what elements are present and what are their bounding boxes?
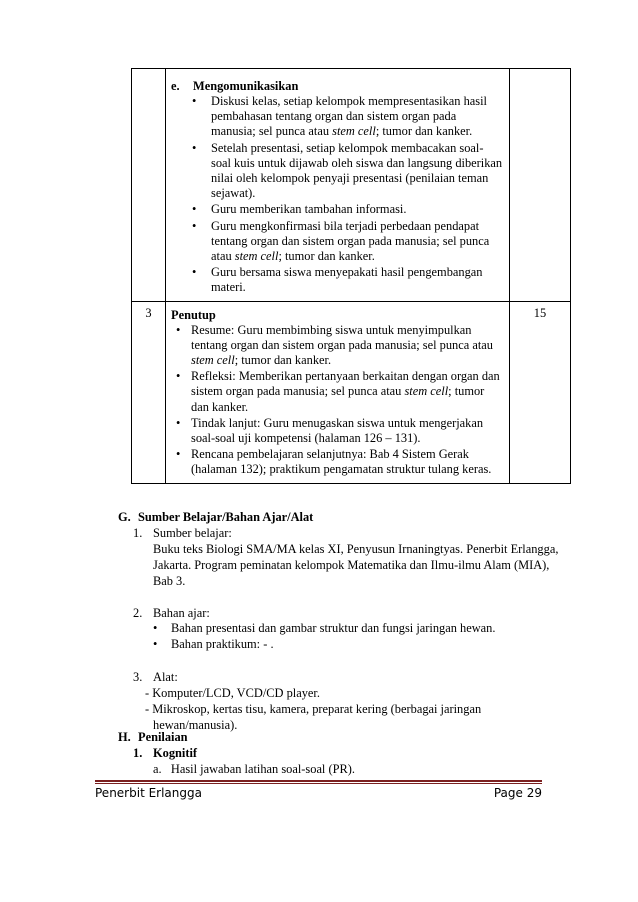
item-number: 1. (133, 526, 143, 540)
list-item: • Bahan presentasi dan gambar struktur dan fungsi jaringan hewan. (138, 621, 568, 636)
list-item: • Tindak lanjut: Guru menugaskan siswa untuk mengerjakan soal-soal uji kompetensi (halaman 126 – 131). (171, 416, 503, 446)
footer-rule (95, 780, 542, 782)
italic-term: stem cell (234, 249, 279, 264)
list-item: • Rencana pembelajaran selanjutnya: Bab 4 Sistem Gerak (halaman 132); praktikum pengamatan struktur tulang keras. (171, 447, 503, 477)
activity-cell (166, 301, 510, 483)
activity-heading: Penutup (171, 307, 216, 322)
list-item: • Setelah presentasi, setiap kelompok membacakan soal-soal kuis untuk dijawab oleh siswa dan langsung diberikan nilai oleh kelompok penyaji presentasi (penilaian teman sejawat). (171, 141, 503, 202)
item-label: Alat: (153, 670, 178, 685)
table-row (132, 69, 571, 302)
item-label: Kognitif (153, 746, 198, 760)
time-cell (510, 69, 571, 302)
section-title (118, 509, 568, 525)
italic-term: stem cell (332, 124, 376, 139)
section-letter: G. (118, 510, 131, 524)
bahan-ajar-list (138, 621, 568, 652)
section-title (118, 729, 568, 745)
item-number: 1. (133, 746, 143, 760)
section-letter: H. (118, 730, 131, 744)
section-title-text: Penilaian (138, 730, 188, 744)
list-item: - Komputer/LCD, VCD/CD player. (145, 686, 320, 701)
row-number-cell (132, 69, 166, 302)
list-item: • Bahan praktikum: - . (138, 637, 568, 652)
item-body-text: Buku teks Biologi SMA/MA kelas XI, Penyusun Irnaningtyas. Penerbit Erlangga, Jakarta. Program peminatan kelompok Matematika dan Ilmu-ilmu Alam (MIA), Bab 3. (153, 542, 559, 588)
list-item: - Mikroskop, kertas tisu, kamera, preparat kering (berbagai jaringan hewan/manusia). (145, 702, 482, 733)
item-sub-text: a. Hasil jawaban latihan soal-soal (PR). (153, 762, 355, 776)
subheading-letter: e. (171, 79, 180, 93)
footer-rule (95, 783, 542, 784)
activity-bullet-list (171, 94, 503, 296)
list-item: • Diskusi kelas, setiap kelompok mempresentasikan hasil pembahasan tentang organ dan sistem organ pada manusia; sel punca atau stem cell; tumor dan kanker. (171, 94, 503, 140)
numbered-item (118, 745, 568, 761)
page-number: Page 29 (493, 786, 542, 800)
section-title-text: Sumber Belajar/Bahan Ajar/Alat (138, 510, 314, 524)
table-row (132, 301, 571, 483)
lesson-activity-table (131, 68, 571, 484)
subheading-text: Mengomunikasikan (193, 79, 299, 93)
item-label: Sumber belajar: (153, 526, 232, 540)
activity-cell (166, 69, 510, 302)
item-number: 2. (133, 606, 143, 620)
section-penilaian (118, 729, 568, 777)
item-label: Bahan ajar: (153, 606, 210, 620)
numbered-item (118, 605, 568, 621)
item-number: 3. (133, 670, 143, 685)
alat-list (118, 685, 568, 733)
italic-term: stem cell (191, 353, 235, 368)
footer-publisher: Penerbit Erlangga (95, 786, 202, 800)
list-item: • Guru mengkonfirmasi bila terjadi perbedaan pendapat tentang organ dan sistem organ pada manusia; sel punca atau stem cell; tumor dan kanker. (171, 219, 503, 265)
list-item: • Resume: Guru membimbing siswa untuk menyimpulkan tentang organ dan sistem organ pada manusia; sel punca atau stem cell; tumor dan kanker. (171, 323, 503, 369)
italic-term: stem cell (404, 384, 449, 399)
numbered-item (118, 525, 568, 541)
section-sumber-belajar (118, 509, 568, 733)
activity-subheading (171, 78, 503, 94)
row-number-cell: 3 (132, 301, 166, 483)
time-cell: 15 (510, 301, 571, 483)
activity-bullet-list (171, 323, 503, 478)
list-item: • Guru memberikan tambahan informasi. (171, 202, 503, 217)
list-item: • Guru bersama siswa menyepakati hasil pengembangan materi. (171, 265, 503, 295)
numbered-item (118, 669, 568, 685)
list-item: • Refleksi: Memberikan pertanyaan berkaitan dengan organ dan sistem organ pada manusia; sel punca atau stem cell; tumor dan kanker. (171, 369, 503, 415)
